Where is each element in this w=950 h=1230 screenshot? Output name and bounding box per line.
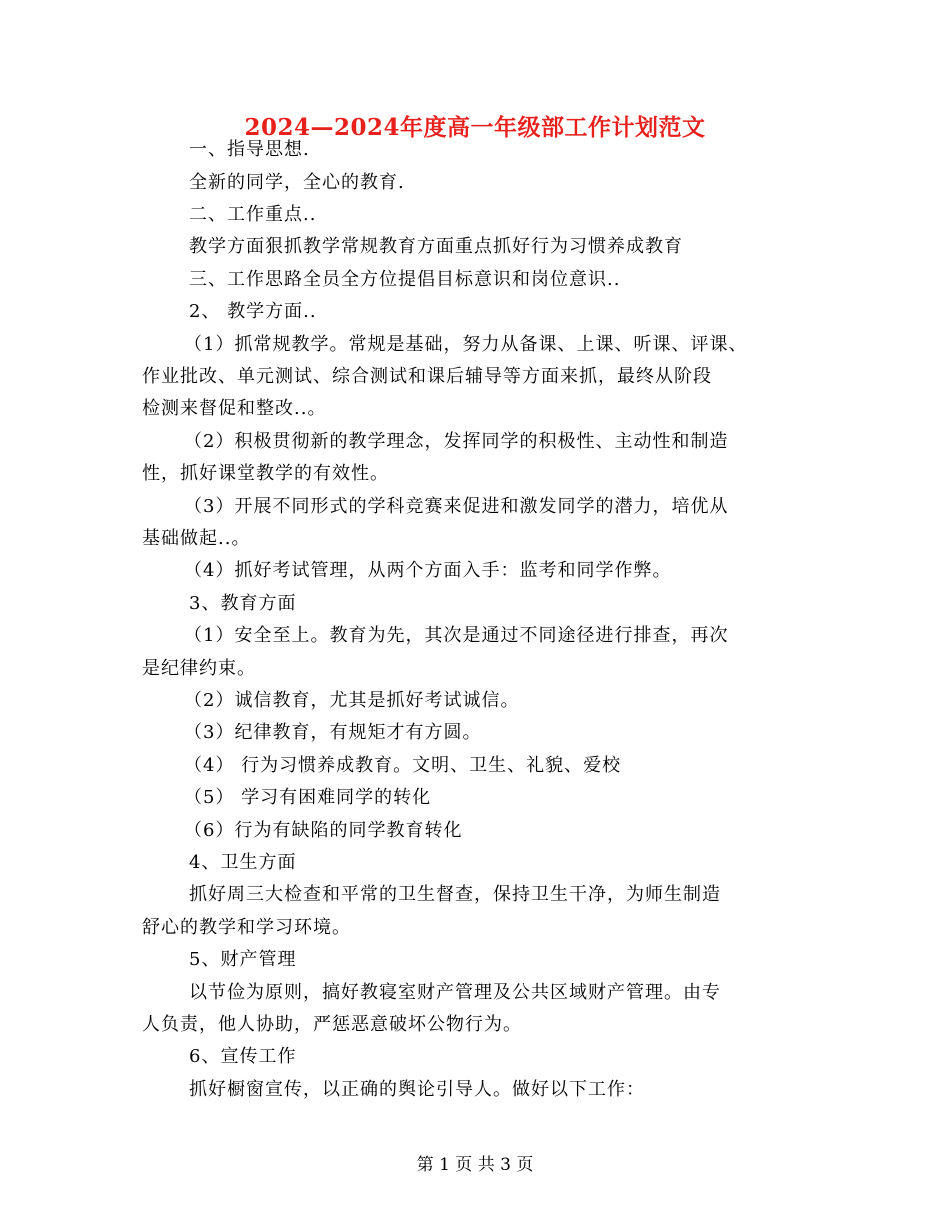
paragraph-line: 4、卫生方面 [189, 852, 297, 873]
paragraph-line: 抓好橱窗宣传，以正确的舆论引导人。做好以下工作： [189, 1079, 645, 1100]
paragraph-line: 6、宣传工作 [189, 1046, 297, 1067]
paragraph-line: （3）开展不同形式的学科竞赛来促进和激发同学的潜力，培优从 [184, 496, 729, 517]
document-title: 2024—2024年度高一年级部工作计划范文 [244, 114, 706, 141]
paragraph-line: 作业批改、单元测试、综合测试和课后辅导等方面来抓，最终从阶段 [142, 366, 712, 387]
paragraph-line: 三、工作思路全员全方位提倡目标意识和岗位意识.. [189, 269, 621, 290]
paragraph-line: 抓好周三大检查和平常的卫生督查，保持卫生干净，为师生制造 [189, 884, 721, 905]
paragraph-line: （5） 学习有困难同学的转化 [184, 787, 432, 808]
paragraph-line: 基础做起..。 [142, 528, 251, 549]
paragraph-line: （1）安全至上。教育为先，其次是通过不同途径进行排查，再次 [184, 625, 729, 646]
paragraph-line: 5、财产管理 [189, 949, 297, 970]
paragraph-line: 一、指导思想. [189, 139, 310, 160]
paragraph-line: 以节俭为原则，搞好教寝室财产管理及公共区域财产管理。由专 [189, 982, 721, 1003]
paragraph-line: （1）抓常规教学。常规是基础，努力从备课、上课、听课、评课、 [184, 334, 748, 355]
paragraph-line: 舒心的教学和学习环境。 [142, 917, 351, 938]
paragraph-line: 人负责，他人协助，严惩恶意破坏公物行为。 [142, 1014, 522, 1035]
paragraph-line: 教学方面狠抓教学常规教育方面重点抓好行为习惯养成教育 [189, 236, 683, 257]
paragraph-line: （4）抓好考试管理，从两个方面入手：监考和同学作弊。 [184, 560, 672, 581]
paragraph-line: 2、 教学方面.. [189, 301, 317, 322]
paragraph-line: （4） 行为习惯养成教育。文明、卫生、礼貌、爱校 [184, 755, 622, 776]
paragraph-line: 性，抓好课堂教学的有效性。 [142, 463, 389, 484]
paragraph-line: 检测来督促和整改..。 [142, 398, 327, 419]
paragraph-line: 全新的同学，全心的教育. [189, 172, 405, 193]
paragraph-line: 是纪律约束。 [142, 658, 256, 679]
paragraph-line: （3）纪律教育，有规矩才有方圆。 [184, 722, 482, 743]
page-number: 第 1 页 共 3 页 [416, 1155, 534, 1175]
paragraph-line: （6）行为有缺陷的同学教育转化 [184, 820, 463, 841]
paragraph-line: （2）积极贯彻新的教学理念，发挥同学的积极性、主动性和制造 [184, 431, 729, 452]
paragraph-line: 二、工作重点.. [189, 204, 317, 225]
paragraph-line: 3、教育方面 [189, 593, 297, 614]
paragraph-line: （2）诚信教育，尤其是抓好考试诚信。 [184, 690, 520, 711]
